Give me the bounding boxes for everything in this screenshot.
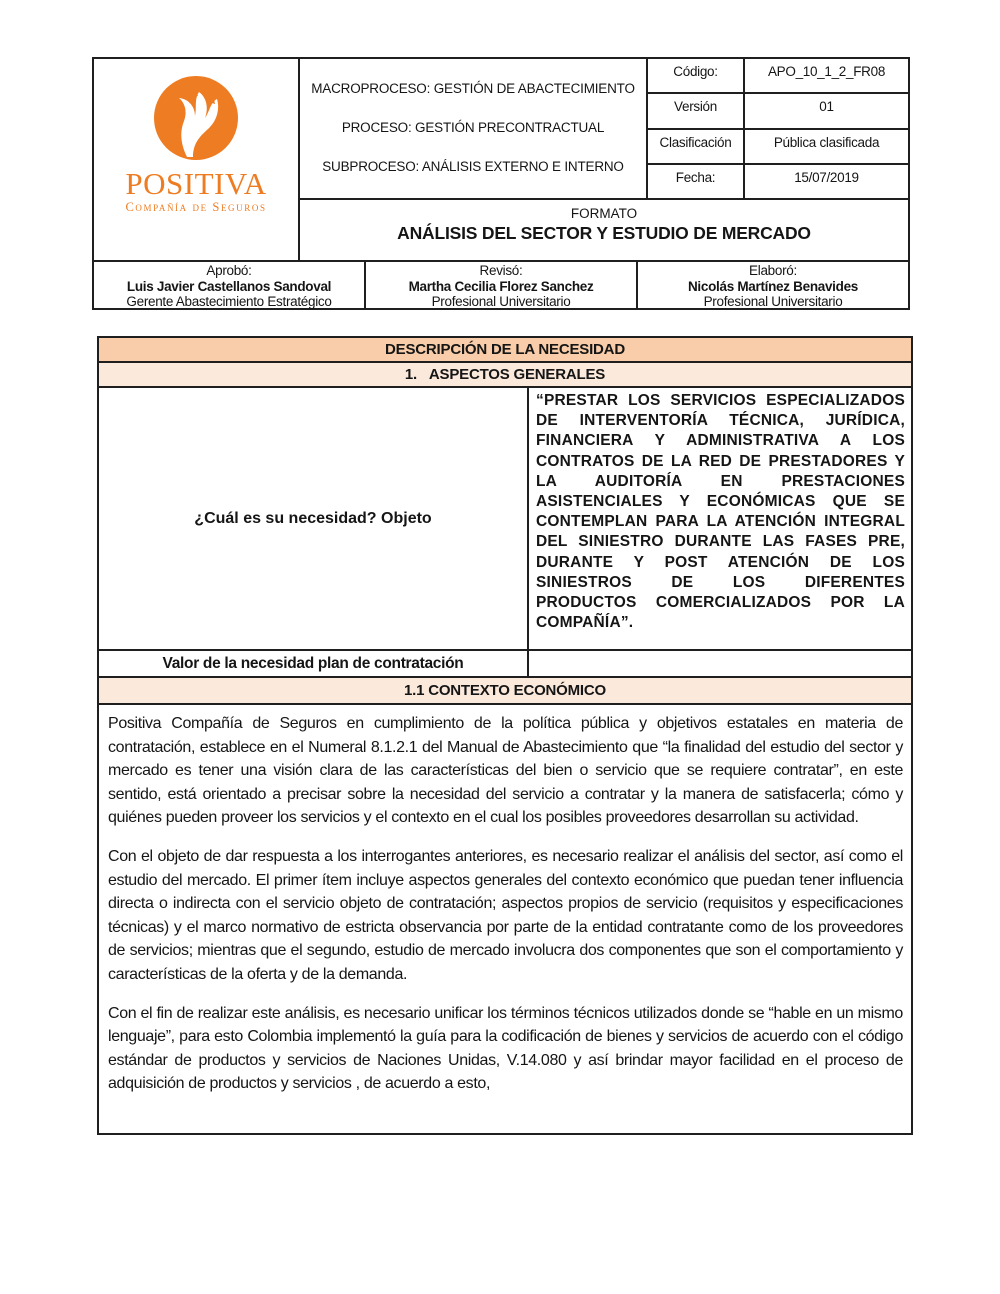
context-paragraph-3: Con el fin de realizar este análisis, es necesario unificar los términos técnicos utilizados donde se “hable en un mismo lenguaje”, para esto Colombia implementó la guía para la codificación de bienes y servicios de acuerdo con el código estándar de productos y servicios de Naciones Unidas, V.14.080 y así brindar mayor facilidad en el proceso de adquisición de productos y servicios , de acuerdo a esto,: [108, 1004, 903, 1093]
meta-table: [648, 59, 908, 198]
context-paragraph-1: Positiva Compañía de Seguros en cumplimiento de la política pública y objetivos estatales en materia de contratación, establece en el Numeral 8.1.2.1 del Manual de Abastecimiento que “la finalidad del estudio del sector y mercado es tener una visión clara de las características del bien o servicio que se requiere contratar”, en este sentido, está orientado a precisar sobre la necesidad del servicio a contratar y la manera de satisfacerla; cómo y quiénes pueden proveer los servicios y el contexto en el cual los posibles proveedores desarrollan su actividad.: [108, 715, 903, 827]
header-right-top: [300, 59, 908, 200]
signoff-name: Nicolás Martínez Benavides: [687, 278, 858, 294]
need-object-text: “PRESTAR LOS SERVICIOS ESPECIALIZADOS DE INTERVENTORÍA TÉCNICA, JURÍDICA, FINANCIERA Y ADMINISTRATIVA A LOS CONTRATOS DE LA RED DE PRESTADORES Y LA AUDITORÍA EN PRESTACIONES ASISTENCIALES Y ECONÓMICAS QUE SE CONTEMPLAN PARA LA ATENCIÓN INTEGRAL DEL SINIESTRO DURANTE LAS FASES PRE, DURANTE Y POST ATENCIÓN DE LOS SINIESTROS DE LOS DIFERENTES PRODUCTOS COMERCIALIZADOS POR LA COMPAÑÍA”.: [536, 392, 905, 632]
signoff-role: Aprobó:: [206, 263, 252, 278]
format-label: FORMATO: [570, 206, 638, 221]
signoff-role: Revisó:: [479, 263, 523, 278]
positiva-logo-icon: [121, 71, 271, 167]
signoff-approved: [94, 262, 364, 308]
section-header-aspectos-generales: 1. ASPECTOS GENERALES: [99, 363, 911, 388]
format-title-cell: [300, 200, 908, 260]
document-title: ANÁLISIS DEL SECTOR Y ESTUDIO DE MERCADO: [397, 223, 811, 243]
meta-label: Fecha:: [648, 165, 745, 198]
signoff-name: Luis Javier Castellanos Sandoval: [126, 278, 332, 294]
meta-label: Versión: [648, 94, 745, 127]
economic-context-text: [99, 705, 911, 1133]
subproceso-line: SUBPROCESO: ANÁLISIS EXTERNO E INTERNO: [322, 159, 624, 174]
context-paragraph-2: Con el objeto de dar respuesta a los interrogantes anteriores, es necesario realizar el análisis del sector, así como el estudio del mercado. El primer ítem incluye aspectos generales del contexto económico que puedan tener influencia directa o indirecta con el servicio objeto de contratación; aspectos propios de servicio (requisitos y especificaciones técnicas) y el marco normativo de estricta observancia por parte de la entidad contratante como de los proveedores de servicios; mientras que el segundo, estudio de mercado involucra dos componentes que son el comportamiento y características de la oferta y de la demanda.: [108, 847, 903, 983]
meta-row-codigo: [648, 59, 908, 92]
meta-value: APO_10_1_2_FR08: [767, 64, 886, 79]
content-table: [97, 336, 913, 1135]
signoff-name: Martha Cecilia Florez Sanchez: [408, 278, 594, 294]
value-row: [99, 651, 911, 678]
need-row: [99, 388, 911, 651]
header-table: [92, 57, 910, 310]
meta-label: Código:: [648, 59, 745, 92]
signoff-row: [94, 260, 908, 308]
signoff-title: Profesional Universitario: [703, 294, 843, 309]
meta-row-clasificacion: [648, 128, 908, 163]
section-header-contexto-economico: 1.1 CONTEXTO ECONÓMICO: [99, 678, 911, 705]
proceso-line: PROCESO: GESTIÓN PRECONTRACTUAL: [341, 120, 605, 135]
signoff-role: Elaboró:: [749, 263, 797, 278]
logo-tagline: Compañía de Seguros: [125, 200, 267, 214]
signoff-title: Gerente Abastecimiento Estratégico: [126, 294, 332, 309]
signoff-elaborated: [636, 262, 908, 308]
logo-cell: [94, 59, 300, 260]
logo-brand-text: POSITIVA: [125, 166, 267, 201]
meta-row-fecha: [648, 163, 908, 198]
macroproceso-line: MACROPROCESO: GESTIÓN DE ABACTECIMIENTO: [311, 81, 635, 96]
meta-value: 15/07/2019: [794, 169, 859, 185]
header-main-row: [94, 59, 908, 260]
signoff-reviewed: [364, 262, 636, 308]
meta-value: Pública clasificada: [773, 134, 880, 150]
value-label: Valor de la necesidad plan de contratación: [99, 651, 529, 676]
signoff-title: Profesional Universitario: [431, 294, 571, 309]
meta-label: Clasificación: [648, 130, 745, 163]
header-right: [300, 59, 908, 260]
value-field: [529, 651, 911, 676]
meta-row-version: [648, 92, 908, 127]
process-cell: [300, 59, 648, 198]
section-header-descripcion: DESCRIPCIÓN DE LA NECESIDAD: [99, 338, 911, 363]
meta-value: 01: [819, 99, 834, 115]
need-question-label: ¿Cuál es su necesidad? Objeto: [99, 388, 529, 649]
